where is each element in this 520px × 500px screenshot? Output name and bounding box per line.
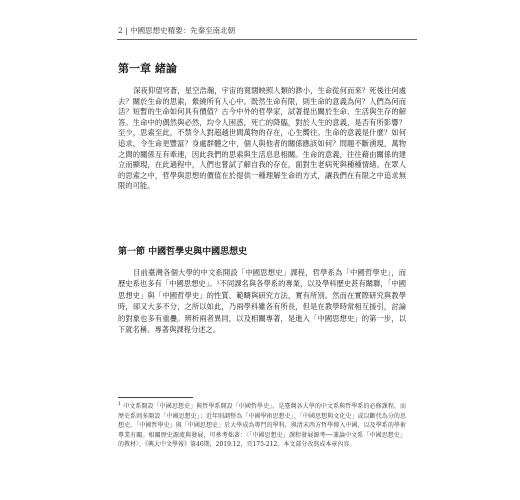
intro-paragraph — [118, 86, 406, 192]
section-paragraph — [118, 267, 406, 335]
section-text: 目前臺灣各個大學的中文系開設「中國思想史」課程，哲學系為「中國哲學史」，而歷史系也多有「中國思想史」。¹不同課名與各學系的專業，以及學科歷史甚有關聯，「中國思想史」與「中國哲學史」的性質、範疇與研究方法，實有所別。然而在實際研究與教學時，卻又大多不分，之所以如此，乃兩學科雖各有所長，但是在教學時常相互援引，討論的對象也多有重疊。辨析兩者異同，以及相關專著，是進入「中國思想史」的第一步，以下就名稱、專著與課程分述之。 — [118, 268, 406, 335]
footnote-rule — [118, 397, 193, 398]
footnote-text: 中文系開設「中國思想史」與哲學系開設「中國哲學史」，是臺灣各大學的中文系與哲學系的必修課程，而歷史系則多開設「中國思想史」；近年則調整為「中國學術思想史」、「中國思想與文化史」或以斷代為分的思想史。「中國哲學史」與「中國思想史」於大學成為專門的學科，與清末西方哲學傳入中國，以及學系的學術專業有關。相關歷史源流與發展，可參考拙著：〈「中國思想史」課程發展源考──兼論中文系「中國思想史」的教材〉，《興大中文學報》第46期，2019.12，頁175-212。本文部分改寫成本章內容。 — [118, 403, 406, 448]
footnote-marker: 1 — [118, 401, 122, 407]
page-number: 2 — [118, 26, 123, 35]
running-header: 2 | 中國思想史精要：先秦至南北朝 — [118, 26, 236, 35]
section-title: 第一節 中國哲學史與中國思想史 — [118, 247, 248, 257]
footnote — [118, 402, 406, 450]
intro-text: 深夜仰望穹蒼，星空浩瀚，宇宙的寬闊映照人類的渺小，生命從何而來？死後往何處去？關於生命的思索，縈繞所有人心中。既然生命有限，則生命的意義為何？人們為何而活？短暫的生命如何具有價值？古今中外的哲學家，試著提出關於生命、生活與生存的解答。生命中的偶然與必然，均令人困惑，死亡的降臨，對於人生的意義，是否有所影響？至少，思索至此，不禁令人對超越世間萬物的存在，心生嚮往。生命的意義是什麼？如何追求，令生命更豐富？身處群體之中，個人與他者的關係應該如何？問題不斷湧現，萬物之間的關係互有牽連，因此我們的思索與生活息息相關。生命的意義，往往藉由關係的建立而顯現，在此過程中，人們也嘗試了解自我的存在，面對生老病死與種種情緒。在眾人的思索之中，哲學與思想的價值在於提供一種理解生命的方式，讓我們在有限之中追求無限的可能。 — [118, 86, 406, 191]
running-title: 中國思想史精要：先秦至南北朝 — [130, 26, 236, 35]
chapter-title: 第一章 緒論 — [118, 62, 177, 75]
header-rule — [117, 39, 417, 40]
